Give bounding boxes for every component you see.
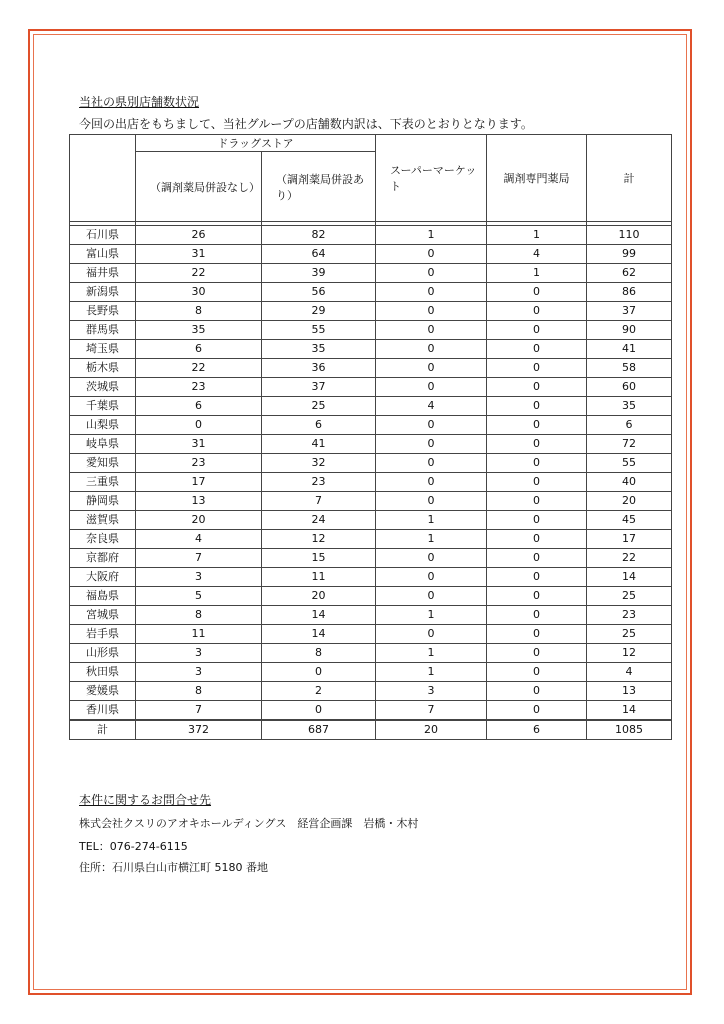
supermarket-cell: 1 xyxy=(376,663,487,682)
prefecture-cell: 千葉県 xyxy=(70,397,136,416)
with-pharmacy-cell: 82 xyxy=(262,226,376,245)
no-pharmacy-cell: 5 xyxy=(136,587,262,606)
with-pharmacy-cell: 39 xyxy=(262,264,376,283)
total-cell: 110 xyxy=(587,226,672,245)
supermarket-cell: 1 xyxy=(376,226,487,245)
prefecture-cell: 石川県 xyxy=(70,226,136,245)
prefecture-cell: 奈良県 xyxy=(70,530,136,549)
table-row xyxy=(70,682,672,701)
no-pharmacy-cell: 3 xyxy=(136,568,262,587)
supermarket-cell: 0 xyxy=(376,625,487,644)
supermarket-cell: 0 xyxy=(376,359,487,378)
dispensing-cell: 4 xyxy=(487,245,587,264)
supermarket-cell: 0 xyxy=(376,568,487,587)
supermarket-cell: 0 xyxy=(376,264,487,283)
dispensing-cell: 0 xyxy=(487,663,587,682)
prefecture-cell: 岐阜県 xyxy=(70,435,136,454)
no-pharmacy-cell: 7 xyxy=(136,701,262,721)
table-row xyxy=(70,606,672,625)
supermarket-cell: 1 xyxy=(376,644,487,663)
table-row xyxy=(70,587,672,606)
prefecture-cell: 栃木県 xyxy=(70,359,136,378)
table-row xyxy=(70,302,672,321)
no-pharmacy-cell: 4 xyxy=(136,530,262,549)
prefecture-cell: 山梨県 xyxy=(70,416,136,435)
store-count-table xyxy=(69,134,672,740)
table-row xyxy=(70,454,672,473)
supermarket-cell: 0 xyxy=(376,321,487,340)
prefecture-cell: 埼玉県 xyxy=(70,340,136,359)
prefecture-cell: 長野県 xyxy=(70,302,136,321)
total-cell: 86 xyxy=(587,283,672,302)
total-cell: 12 xyxy=(587,644,672,663)
total-no-pharmacy: 372 xyxy=(136,720,262,740)
table-row xyxy=(70,511,672,530)
header-dispensing-pharmacy: 調剤専門薬局 xyxy=(487,135,587,222)
with-pharmacy-cell: 24 xyxy=(262,511,376,530)
dispensing-cell: 0 xyxy=(487,644,587,663)
supermarket-cell: 3 xyxy=(376,682,487,701)
total-cell: 60 xyxy=(587,378,672,397)
total-cell: 25 xyxy=(587,625,672,644)
header-drugstore: ドラッグストア xyxy=(136,135,376,152)
dispensing-cell: 0 xyxy=(487,701,587,721)
with-pharmacy-cell: 6 xyxy=(262,416,376,435)
prefecture-cell: 岩手県 xyxy=(70,625,136,644)
supermarket-cell: 0 xyxy=(376,340,487,359)
prefecture-cell: 香川県 xyxy=(70,701,136,721)
dispensing-cell: 0 xyxy=(487,587,587,606)
table-row xyxy=(70,644,672,663)
no-pharmacy-cell: 8 xyxy=(136,302,262,321)
total-cell: 99 xyxy=(587,245,672,264)
prefecture-cell: 愛知県 xyxy=(70,454,136,473)
dispensing-cell: 0 xyxy=(487,378,587,397)
prefecture-cell: 秋田県 xyxy=(70,663,136,682)
dispensing-cell: 0 xyxy=(487,283,587,302)
total-cell: 41 xyxy=(587,340,672,359)
with-pharmacy-cell: 64 xyxy=(262,245,376,264)
no-pharmacy-cell: 23 xyxy=(136,378,262,397)
with-pharmacy-cell: 0 xyxy=(262,701,376,721)
with-pharmacy-cell: 32 xyxy=(262,454,376,473)
supermarket-cell: 0 xyxy=(376,378,487,397)
no-pharmacy-cell: 31 xyxy=(136,245,262,264)
dispensing-cell: 0 xyxy=(487,511,587,530)
supermarket-cell: 0 xyxy=(376,416,487,435)
with-pharmacy-cell: 36 xyxy=(262,359,376,378)
supermarket-cell: 1 xyxy=(376,606,487,625)
with-pharmacy-cell: 14 xyxy=(262,606,376,625)
prefecture-cell: 福井県 xyxy=(70,264,136,283)
with-pharmacy-cell: 14 xyxy=(262,625,376,644)
header-drugstore-no-pharmacy: （調剤薬局併設なし） xyxy=(136,152,262,222)
total-cell: 20 xyxy=(587,492,672,511)
prefecture-cell: 群馬県 xyxy=(70,321,136,340)
dispensing-cell: 0 xyxy=(487,397,587,416)
dispensing-cell: 0 xyxy=(487,625,587,644)
table-row xyxy=(70,359,672,378)
total-cell: 90 xyxy=(587,321,672,340)
no-pharmacy-cell: 0 xyxy=(136,416,262,435)
no-pharmacy-cell: 31 xyxy=(136,435,262,454)
total-cell: 37 xyxy=(587,302,672,321)
supermarket-cell: 1 xyxy=(376,530,487,549)
table-row xyxy=(70,568,672,587)
no-pharmacy-cell: 7 xyxy=(136,549,262,568)
total-cell: 14 xyxy=(587,568,672,587)
table-row xyxy=(70,530,672,549)
with-pharmacy-cell: 7 xyxy=(262,492,376,511)
table-body xyxy=(70,226,672,721)
no-pharmacy-cell: 26 xyxy=(136,226,262,245)
supermarket-cell: 1 xyxy=(376,511,487,530)
no-pharmacy-cell: 6 xyxy=(136,397,262,416)
no-pharmacy-cell: 3 xyxy=(136,644,262,663)
total-cell: 4 xyxy=(587,663,672,682)
supermarket-cell: 4 xyxy=(376,397,487,416)
no-pharmacy-cell: 6 xyxy=(136,340,262,359)
prefecture-cell: 愛媛県 xyxy=(70,682,136,701)
total-cell: 62 xyxy=(587,264,672,283)
total-dispensing: 6 xyxy=(487,720,587,740)
table-row xyxy=(70,701,672,721)
table-row xyxy=(70,378,672,397)
no-pharmacy-cell: 3 xyxy=(136,663,262,682)
table-row xyxy=(70,663,672,682)
total-with-pharmacy: 687 xyxy=(262,720,376,740)
total-cell: 58 xyxy=(587,359,672,378)
dispensing-cell: 0 xyxy=(487,340,587,359)
table-row xyxy=(70,435,672,454)
dispensing-cell: 0 xyxy=(487,606,587,625)
table-row xyxy=(70,625,672,644)
dispensing-cell: 0 xyxy=(487,682,587,701)
table-row xyxy=(70,397,672,416)
with-pharmacy-cell: 2 xyxy=(262,682,376,701)
prefecture-cell: 大阪府 xyxy=(70,568,136,587)
with-pharmacy-cell: 25 xyxy=(262,397,376,416)
dispensing-cell: 0 xyxy=(487,416,587,435)
table-row xyxy=(70,416,672,435)
no-pharmacy-cell: 20 xyxy=(136,511,262,530)
total-cell: 23 xyxy=(587,606,672,625)
total-cell: 14 xyxy=(587,701,672,721)
dispensing-cell: 0 xyxy=(487,359,587,378)
total-cell: 6 xyxy=(587,416,672,435)
prefecture-cell: 京都府 xyxy=(70,549,136,568)
dispensing-cell: 0 xyxy=(487,435,587,454)
dispensing-cell: 0 xyxy=(487,530,587,549)
contact-company: 株式会社クスリのアオキホールディングス 経営企画課 岩橋・木村 xyxy=(79,817,419,830)
table-row xyxy=(70,473,672,492)
prefecture-cell: 三重県 xyxy=(70,473,136,492)
total-cell: 40 xyxy=(587,473,672,492)
table-row xyxy=(70,340,672,359)
header-supermarket: スーパーマーケット xyxy=(376,135,487,222)
no-pharmacy-cell: 17 xyxy=(136,473,262,492)
total-cell: 13 xyxy=(587,682,672,701)
no-pharmacy-cell: 8 xyxy=(136,682,262,701)
prefecture-cell: 福島県 xyxy=(70,587,136,606)
no-pharmacy-cell: 22 xyxy=(136,359,262,378)
section-title: 当社の県別店舗数状況 xyxy=(79,95,200,109)
total-cell: 72 xyxy=(587,435,672,454)
with-pharmacy-cell: 37 xyxy=(262,378,376,397)
total-cell: 45 xyxy=(587,511,672,530)
total-cell: 35 xyxy=(587,397,672,416)
with-pharmacy-cell: 56 xyxy=(262,283,376,302)
prefecture-cell: 富山県 xyxy=(70,245,136,264)
with-pharmacy-cell: 20 xyxy=(262,587,376,606)
dispensing-cell: 1 xyxy=(487,264,587,283)
total-cell: 22 xyxy=(587,549,672,568)
with-pharmacy-cell: 41 xyxy=(262,435,376,454)
prefecture-cell: 滋賀県 xyxy=(70,511,136,530)
contact-tel: TEL：076-274-6115 xyxy=(79,840,188,853)
table-row xyxy=(70,283,672,302)
dispensing-cell: 0 xyxy=(487,454,587,473)
supermarket-cell: 0 xyxy=(376,245,487,264)
table-row xyxy=(70,321,672,340)
total-row xyxy=(70,720,672,740)
with-pharmacy-cell: 11 xyxy=(262,568,376,587)
no-pharmacy-cell: 8 xyxy=(136,606,262,625)
intro-text: 今回の出店をもちまして、当社グループの店舗数内訳は、下表のとおりとなります。 xyxy=(79,117,533,131)
dispensing-cell: 0 xyxy=(487,473,587,492)
with-pharmacy-cell: 8 xyxy=(262,644,376,663)
no-pharmacy-cell: 11 xyxy=(136,625,262,644)
no-pharmacy-cell: 35 xyxy=(136,321,262,340)
with-pharmacy-cell: 29 xyxy=(262,302,376,321)
supermarket-cell: 0 xyxy=(376,549,487,568)
prefecture-cell: 新潟県 xyxy=(70,283,136,302)
dispensing-cell: 0 xyxy=(487,568,587,587)
total-supermarket: 20 xyxy=(376,720,487,740)
contact-address: 住所：石川県白山市横江町 5180 番地 xyxy=(79,861,268,874)
no-pharmacy-cell: 23 xyxy=(136,454,262,473)
total-cell: 25 xyxy=(587,587,672,606)
dispensing-cell: 0 xyxy=(487,492,587,511)
with-pharmacy-cell: 12 xyxy=(262,530,376,549)
prefecture-cell: 山形県 xyxy=(70,644,136,663)
supermarket-cell: 0 xyxy=(376,473,487,492)
header-drugstore-with-pharmacy: （調剤薬局併設あり） xyxy=(262,152,376,222)
total-cell: 55 xyxy=(587,454,672,473)
dispensing-cell: 0 xyxy=(487,321,587,340)
dispensing-cell: 0 xyxy=(487,549,587,568)
prefecture-cell: 茨城県 xyxy=(70,378,136,397)
supermarket-cell: 0 xyxy=(376,492,487,511)
dispensing-cell: 0 xyxy=(487,302,587,321)
with-pharmacy-cell: 15 xyxy=(262,549,376,568)
with-pharmacy-cell: 23 xyxy=(262,473,376,492)
header-total: 計 xyxy=(587,135,672,222)
header-prefecture xyxy=(70,135,136,222)
supermarket-cell: 0 xyxy=(376,283,487,302)
no-pharmacy-cell: 30 xyxy=(136,283,262,302)
table-row xyxy=(70,226,672,245)
no-pharmacy-cell: 13 xyxy=(136,492,262,511)
table-row xyxy=(70,264,672,283)
with-pharmacy-cell: 0 xyxy=(262,663,376,682)
no-pharmacy-cell: 22 xyxy=(136,264,262,283)
supermarket-cell: 0 xyxy=(376,454,487,473)
total-cell: 17 xyxy=(587,530,672,549)
supermarket-cell: 0 xyxy=(376,587,487,606)
table-row xyxy=(70,245,672,264)
table-row xyxy=(70,549,672,568)
supermarket-cell: 7 xyxy=(376,701,487,721)
supermarket-cell: 0 xyxy=(376,435,487,454)
total-label: 計 xyxy=(70,720,136,740)
with-pharmacy-cell: 35 xyxy=(262,340,376,359)
total-sum: 1085 xyxy=(587,720,672,740)
table-row xyxy=(70,492,672,511)
contact-title: 本件に関するお問合せ先 xyxy=(79,793,212,807)
with-pharmacy-cell: 55 xyxy=(262,321,376,340)
prefecture-cell: 宮城県 xyxy=(70,606,136,625)
prefecture-cell: 静岡県 xyxy=(70,492,136,511)
dispensing-cell: 1 xyxy=(487,226,587,245)
supermarket-cell: 0 xyxy=(376,302,487,321)
